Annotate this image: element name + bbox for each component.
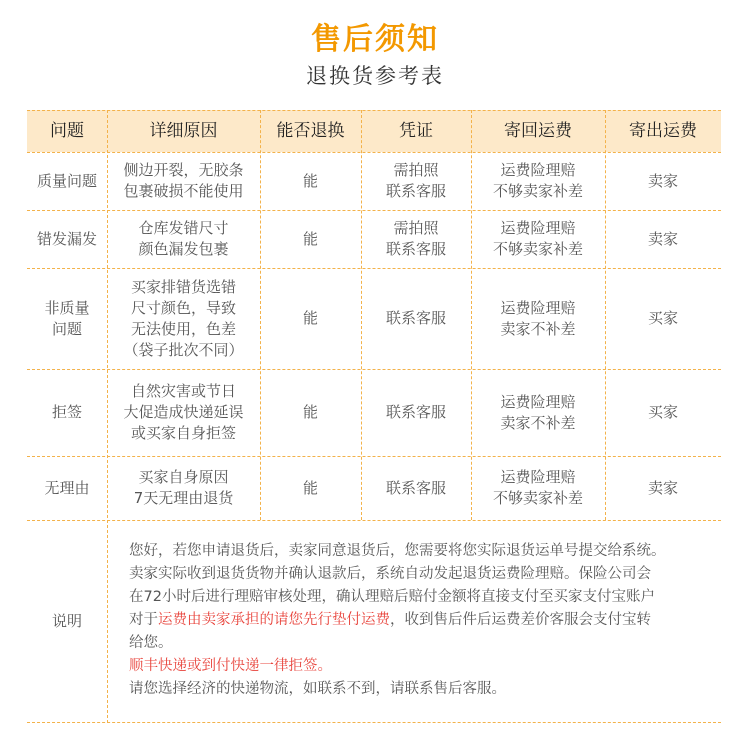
cell-reason xyxy=(107,456,260,520)
cell-text xyxy=(123,277,243,361)
table-header xyxy=(27,110,721,152)
cell-line: （袋子批次不同） xyxy=(123,340,244,359)
column-rule xyxy=(605,110,606,520)
cell-return-fee xyxy=(471,268,605,369)
note-text-span: 对于 xyxy=(129,612,158,628)
cell-line: 尺寸颜色，导致 xyxy=(130,298,236,317)
cell-line: 大促造成快递延误 xyxy=(123,403,244,421)
cell-text xyxy=(648,402,678,423)
table-rule xyxy=(27,722,721,723)
cell-line: 运费险理赔 xyxy=(500,468,576,486)
cell-text xyxy=(648,308,678,329)
cell-text xyxy=(52,402,82,423)
cell-line: 买家 xyxy=(647,309,678,327)
column-rule xyxy=(361,110,362,520)
cell-text xyxy=(303,402,318,423)
cell-problem xyxy=(27,152,107,210)
cell-text xyxy=(500,298,575,340)
note-text-span: ，收到售后件后运费差价客服会支付宝转 xyxy=(390,612,651,628)
cell-text xyxy=(493,218,583,260)
cell-line: 不够卖家补差 xyxy=(492,240,583,258)
cell-text xyxy=(386,308,446,329)
cell-text xyxy=(303,478,318,499)
cell-line: 包裹破损不能使用 xyxy=(123,182,244,200)
cell-line: 需拍照 xyxy=(393,219,439,237)
cell-line: 自然灾害或节日 xyxy=(130,382,236,400)
cell-line: 非质量 xyxy=(44,298,90,317)
cell-reason xyxy=(107,210,260,268)
cell-return-fee xyxy=(471,456,605,520)
table-rule xyxy=(27,456,721,457)
cell-line: 或买家自身拒签 xyxy=(130,424,236,442)
cell-line: 能 xyxy=(302,171,318,190)
header-problem: 问题 xyxy=(50,121,84,141)
header-proof: 凭证 xyxy=(399,121,433,141)
cell-proof xyxy=(361,456,471,520)
cell-problem xyxy=(27,268,107,369)
cell-text xyxy=(648,478,678,499)
cell-problem xyxy=(27,369,107,456)
cell-return-fee xyxy=(471,210,605,268)
cell-line: 卖家 xyxy=(647,171,678,190)
cell-text xyxy=(386,478,446,499)
cell-text xyxy=(37,229,97,250)
cell-exchange xyxy=(260,152,361,210)
cell-line: 无理由 xyxy=(44,478,90,497)
cell-return-fee xyxy=(471,152,605,210)
note-line xyxy=(129,609,739,632)
cell-send-fee xyxy=(605,210,721,268)
cell-exchange xyxy=(260,369,361,456)
cell-line: 能 xyxy=(302,403,318,421)
note-line: 在72小时后进行理赔审核处理，确认理赔后赔付金额将直接支付至买家支付宝账户 xyxy=(129,589,655,605)
cell-line: 不够卖家补差 xyxy=(492,182,583,200)
cell-text xyxy=(493,160,583,202)
table-rule xyxy=(27,369,721,370)
cell-send-fee xyxy=(605,152,721,210)
cell-text xyxy=(386,402,446,423)
cell-line: 联系客服 xyxy=(385,309,446,327)
cell-text xyxy=(303,229,318,250)
cell-line: 能 xyxy=(302,478,318,497)
cell-line: 能 xyxy=(302,309,318,327)
column-rule xyxy=(107,110,108,723)
header-send-fee: 寄出运费 xyxy=(629,121,697,141)
note-line: 卖家实际收到退货货物并确认退款后，系统自动发起退货运费险理赔。保险公司会 xyxy=(129,566,651,582)
table-rule xyxy=(27,110,721,111)
cell-text xyxy=(303,308,318,329)
cell-line: 联系客服 xyxy=(385,240,446,258)
cell-line: 无法使用，色差 xyxy=(130,319,236,338)
column-rule xyxy=(471,110,472,520)
note-highlight: 运费由卖家承担的请您先行垫付运费 xyxy=(158,612,390,628)
cell-line: 质量问题 xyxy=(36,171,97,190)
table-rule xyxy=(27,520,721,521)
cell-line: 卖家 xyxy=(647,478,678,497)
cell-proof xyxy=(361,268,471,369)
page-title: 售后须知 xyxy=(311,22,439,57)
cell-text xyxy=(44,298,89,340)
cell-text xyxy=(37,171,97,192)
header-reason: 详细原因 xyxy=(149,121,218,141)
cell-line: 运费险理赔 xyxy=(500,161,576,179)
cell-line: 卖家 xyxy=(647,229,678,248)
note-line: 给您。 xyxy=(129,635,173,651)
note-label: 说明 xyxy=(51,612,82,630)
cell-proof xyxy=(361,369,471,456)
return-policy-table xyxy=(27,110,721,723)
cell-text xyxy=(134,467,234,509)
cell-line: 能 xyxy=(302,229,318,248)
cell-line: 仓库发错尺寸 xyxy=(138,219,229,237)
cell-problem xyxy=(27,456,107,520)
note-warning: 顺丰快递或到付快递一律拒签。 xyxy=(129,658,332,674)
cell-send-fee xyxy=(605,268,721,369)
cell-line: 联系客服 xyxy=(385,478,446,497)
cell-text xyxy=(303,171,318,192)
cell-line: 拒签 xyxy=(51,403,82,421)
cell-line: 联系客服 xyxy=(385,403,446,421)
cell-send-fee xyxy=(605,369,721,456)
cell-exchange xyxy=(260,456,361,520)
cell-problem xyxy=(27,210,107,268)
cell-text xyxy=(123,381,243,444)
cell-line: 运费险理赔 xyxy=(500,392,576,411)
cell-text xyxy=(500,392,575,434)
cell-text xyxy=(123,160,243,202)
cell-line: 运费险理赔 xyxy=(500,298,576,317)
cell-send-fee xyxy=(605,456,721,520)
table-rule xyxy=(27,268,721,269)
cell-text xyxy=(648,171,678,192)
cell-text xyxy=(44,478,89,499)
header-exchange: 能否退换 xyxy=(276,121,345,141)
cell-proof xyxy=(361,152,471,210)
cell-line: 运费险理赔 xyxy=(500,219,576,237)
cell-line: 7天无理由退货 xyxy=(133,489,234,507)
cell-proof xyxy=(361,210,471,268)
cell-text xyxy=(386,160,446,202)
header-return-fee: 寄回运费 xyxy=(504,121,572,141)
cell-line: 错发漏发 xyxy=(36,229,97,248)
cell-exchange xyxy=(260,268,361,369)
cell-exchange xyxy=(260,210,361,268)
table-rule xyxy=(27,152,721,153)
cell-text xyxy=(648,229,678,250)
cell-line: 买家排错货选错 xyxy=(130,277,236,296)
cell-line: 问题 xyxy=(51,319,82,338)
cell-reason xyxy=(107,152,260,210)
cell-text xyxy=(386,218,446,260)
cell-line: 买家自身原因 xyxy=(138,468,229,486)
page-subtitle: 退换货参考表 xyxy=(306,64,444,88)
note-text xyxy=(129,540,739,701)
cell-line: 联系客服 xyxy=(385,182,446,200)
cell-line: 卖家不补差 xyxy=(500,319,576,338)
note-line: 请您选择经济的快递物流，如联系不到，请联系售后客服。 xyxy=(129,681,506,697)
column-rule xyxy=(260,110,261,520)
cell-line: 买家 xyxy=(647,403,678,421)
cell-line: 不够卖家补差 xyxy=(492,489,583,507)
note-line: 您好，若您申请退货后，卖家同意退货后，您需要将您实际退货运单号提交给系统。 xyxy=(129,543,666,559)
cell-text xyxy=(138,218,228,260)
cell-line: 卖家不补差 xyxy=(500,413,576,432)
cell-return-fee xyxy=(471,369,605,456)
cell-reason xyxy=(107,369,260,456)
cell-text xyxy=(493,467,583,509)
cell-reason xyxy=(107,268,260,369)
cell-line: 颜色漏发包裹 xyxy=(138,240,229,258)
cell-line: 需拍照 xyxy=(393,161,439,179)
cell-line: 侧边开裂，无胶条 xyxy=(123,161,244,179)
table-rule xyxy=(27,210,721,211)
